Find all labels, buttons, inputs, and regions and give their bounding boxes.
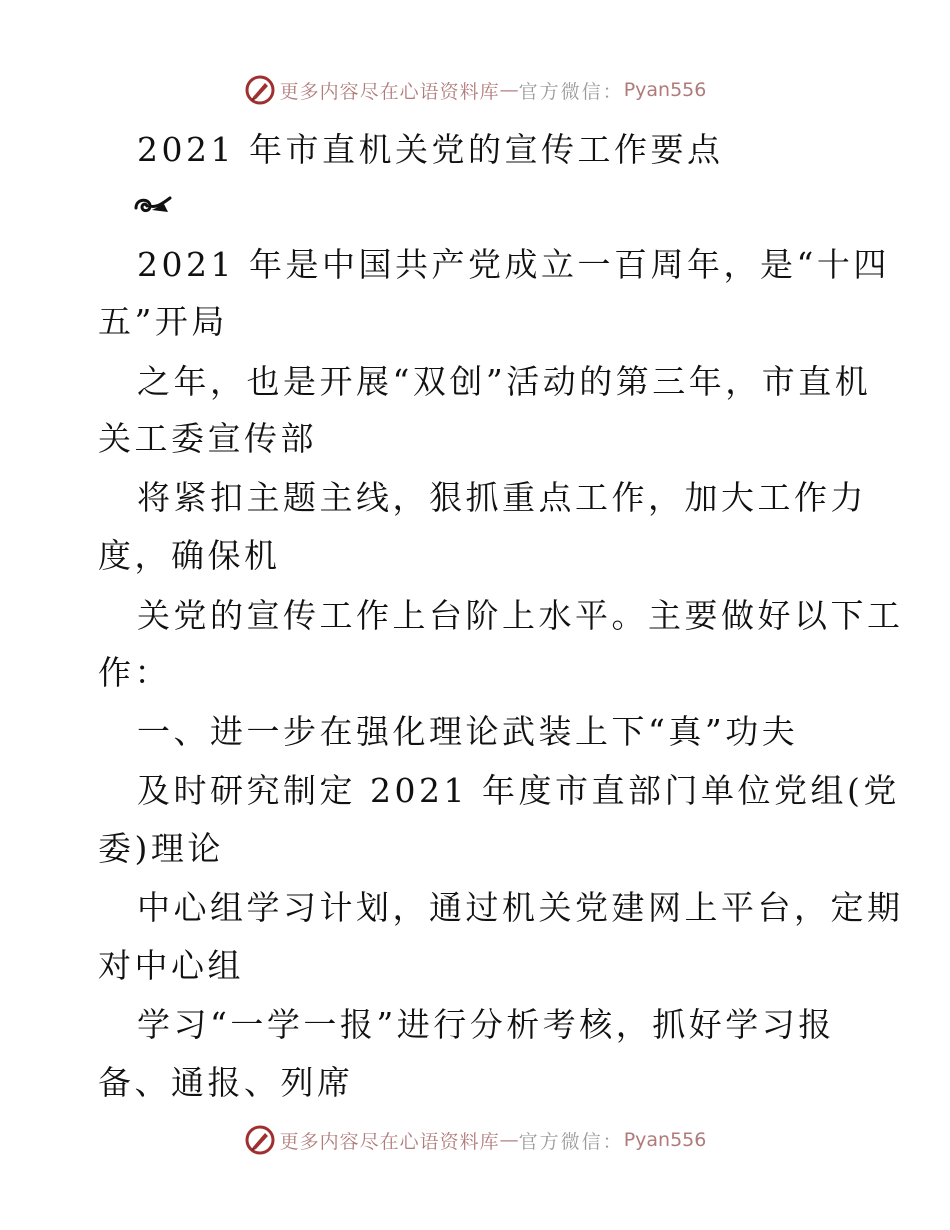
pen-logo-icon xyxy=(244,1124,276,1156)
body-line: 作： xyxy=(98,653,171,692)
watermark-label: 官方微信： xyxy=(518,1130,624,1153)
body-line: 将紧扣主题主线，狠抓重点工作，加大工作力 xyxy=(137,478,867,517)
section-heading: 一、进一步在强化理论武装上下“真”功夫 xyxy=(137,712,799,751)
body-line: 2021 年是中国共产党成立一百周年，是“十四 xyxy=(137,245,890,284)
watermark-label: 官方微信： xyxy=(518,80,624,103)
pen-logo-icon xyxy=(244,74,276,106)
document-title: 2021 年市直机关党的宣传工作要点 xyxy=(137,130,724,169)
watermark-id: Pyan556 xyxy=(623,1129,707,1151)
scroll-ornament-icon xyxy=(132,190,174,220)
body-line: 对中心组 xyxy=(98,946,244,985)
body-line: 之年，也是开展“双创”活动的第三年，市直机 xyxy=(137,362,872,401)
body-line: 度，确保机 xyxy=(98,536,281,575)
watermark-id: Pyan556 xyxy=(623,79,707,101)
body-line: 委)理论 xyxy=(98,829,224,868)
watermark-dash: — xyxy=(499,1129,519,1151)
body-line: 关工委宣传部 xyxy=(98,419,317,458)
watermark-header xyxy=(0,70,950,110)
body-line: 及时研究制定 2021 年度市直部门单位党组(党 xyxy=(137,771,900,810)
body-line: 备、通报、列席 xyxy=(98,1063,354,1102)
body-line: 关党的宣传工作上台阶上水平。主要做好以下工 xyxy=(137,596,904,635)
watermark-dash: — xyxy=(499,79,519,101)
watermark-text: 更多内容尽在心语资料库 xyxy=(279,80,500,103)
body-line: 五”开局 xyxy=(98,302,228,341)
body-line: 中心组学习计划，通过机关党建网上平台，定期 xyxy=(137,888,904,927)
body-line: 学习“一学一报”进行分析考核，抓好学习报 xyxy=(137,1005,835,1044)
watermark-text: 更多内容尽在心语资料库 xyxy=(279,1130,500,1153)
watermark-footer xyxy=(0,1120,950,1160)
